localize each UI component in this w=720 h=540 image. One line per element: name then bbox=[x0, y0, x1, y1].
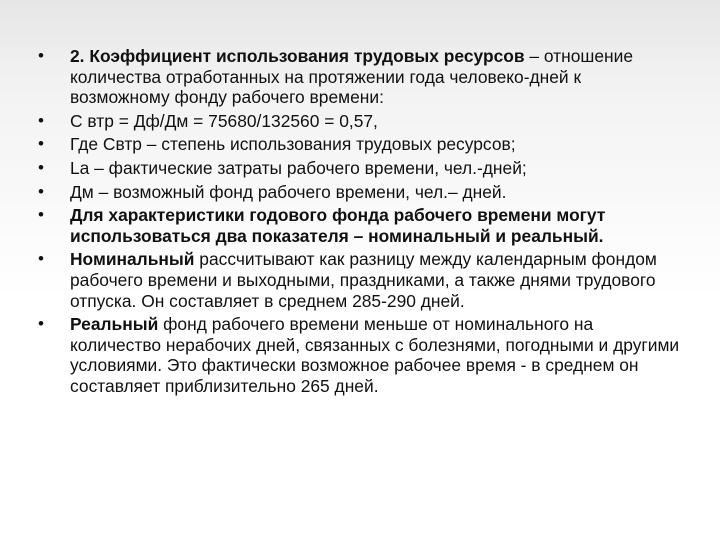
bullet-text: Lа – фактические затраты рабочего времени, чел.-дней; bbox=[70, 157, 527, 178]
bullet-item bbox=[38, 205, 684, 246]
bullet-item bbox=[38, 158, 684, 179]
bullet-marker: • bbox=[38, 110, 44, 130]
bullet-bold-text: Реальный bbox=[70, 314, 159, 335]
bullet-marker: • bbox=[38, 134, 44, 154]
bullet-marker: • bbox=[38, 157, 44, 177]
bullet-text: рассчитывают как разницу между календарным фондом рабочего времени и выходными, праздниками, а также днями трудового отпуска. Он составляет в среднем 285-290 дней. bbox=[70, 249, 657, 311]
bullet-marker: • bbox=[38, 46, 44, 65]
bullet-bold-text: Номинальный bbox=[70, 249, 195, 270]
bullet-item bbox=[38, 182, 684, 203]
bullet-text: С втр = Дф/Дм = 75680/132560 = 0,57, bbox=[70, 110, 378, 131]
bullet-bold-text: Для характеристики годового фонда рабочего времени могут использоваться два показателя – номинальный и реальный. bbox=[70, 205, 606, 246]
bullet-marker: • bbox=[38, 181, 44, 201]
bullet-list bbox=[38, 46, 684, 400]
bullet-text: фонд рабочего времени меньше от номинального на количество нерабочих дней, связанных с болезнями, погодными и другими условиями. Это фактически возможное рабочее время - в среднем он составляет приблизительно 265 дней. bbox=[70, 314, 680, 396]
bullet-item bbox=[38, 134, 684, 155]
bullet-item bbox=[38, 249, 684, 311]
bullet-marker: • bbox=[38, 205, 44, 225]
bullet-marker: • bbox=[38, 314, 44, 334]
bullet-marker: • bbox=[38, 249, 44, 269]
bullet-item bbox=[38, 46, 684, 108]
bullet-text: – отношение количества отработанных на протяжении года человеко-дней к возможному фонду рабочего времени: bbox=[70, 46, 634, 108]
bullet-text: Где Свтр – степень использования трудовых ресурсов; bbox=[70, 134, 516, 155]
bullet-bold-text: 2. Коэффициент использования трудовых ресурсов bbox=[70, 46, 525, 66]
bullet-item bbox=[38, 111, 684, 132]
bullet-text: Дм – возможный фонд рабочего времени, чел.– дней. bbox=[70, 181, 507, 202]
bullet-item bbox=[38, 314, 684, 396]
